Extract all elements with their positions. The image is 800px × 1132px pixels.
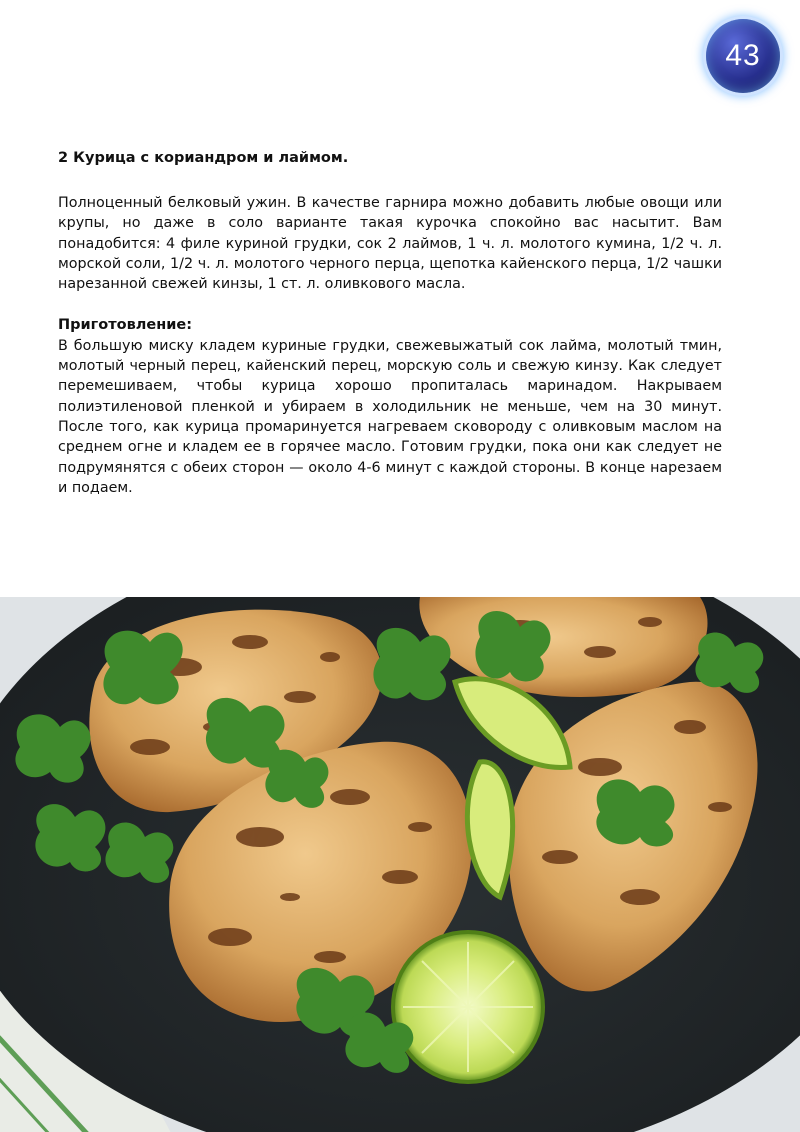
page-number: 43 bbox=[725, 39, 761, 72]
recipe-text bbox=[58, 150, 722, 498]
method-heading: Приготовление: bbox=[58, 317, 193, 334]
page-number-badge bbox=[706, 19, 780, 93]
recipe-intro: Полноценный белковый ужин. В качестве гарнира можно добавить любые овощи или крупы, но даже в соло варианте такая курочка спокойно вас насытит. Вам понадобится: 4 филе куриной грудки, сок 2 лаймов, 1 ч. л. молотого кумина, 1/2 ч. л. морской соли, 1/2 ч. л. молотого черного перца, щепотка кайенского перца, 1/2 чашки нарезанной свежей кинзы, 1 ст. л. оливкового масла. bbox=[58, 195, 722, 293]
food-photo bbox=[0, 597, 800, 1132]
recipe-title: 2 Курица с кориандром и лаймом. bbox=[58, 150, 349, 166]
method-text: В большую миску кладем куриные грудки, свежевыжатый сок лайма, молотый тмин, молотый черный перец, кайенский перец, морскую соль и свежую кинзу. Как следует перемешиваем, чтобы курица хорошо пропиталась маринадом. Накрываем полиэтиленовой пленкой и убираем в холодильник не меньше, чем на 30 минут. После того, как курица промаринуется нагреваем сковороду с оливковым маслом на среднем огне и кладем ее в горячее масло. Готовим грудки, пока они как следует не подрумянятся с обеих сторон — около 4-6 минут с каждой стороны. В конце нарезаем и подаем. bbox=[58, 337, 722, 496]
chicken-lime-illustration bbox=[0, 597, 800, 1132]
lime-half bbox=[393, 932, 543, 1082]
